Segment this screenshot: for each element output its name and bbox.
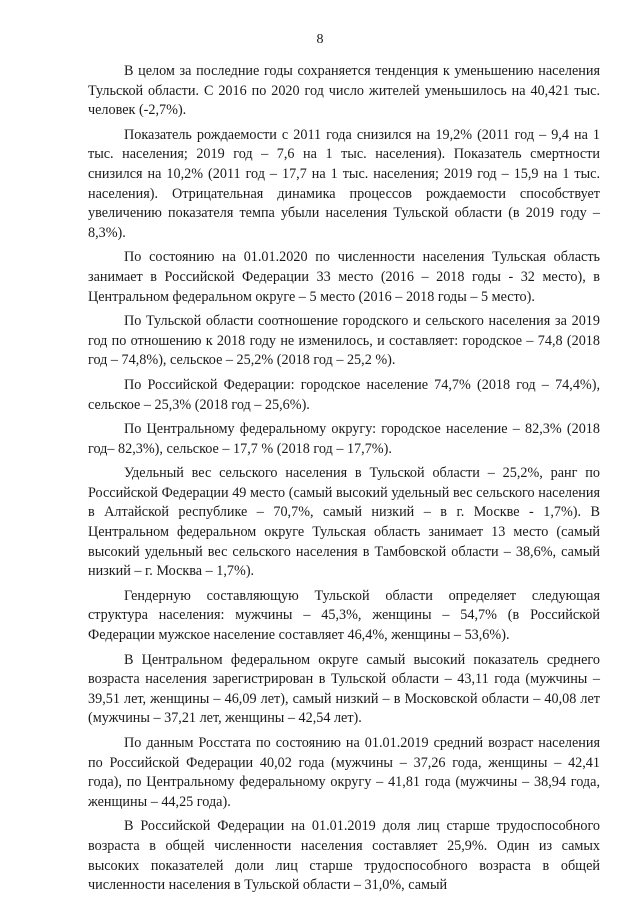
paragraph-rural-share: Удельный вес сельского населения в Тульской области – 25,2%, ранг по Российской Федерации 49 место (самый высокий удельный вес сельского населения в Алтайской республике – 70,7%, самый низкий – в г. Москве - 1,7%). В Центральном федеральном округе Тульская область занимает 13 место (самый высокий удельный вес сельского населения в Тамбовской области – 38,6%, самый низкий – г. Москва – 1,7%). xyxy=(88,465,600,580)
paragraph-population-trend: В целом за последние годы сохраняется тенденция к уменьшению населения Тульской области. С 2016 по 2020 год число жителей уменьшилось на 40,421 тыс. человек (-2,7%). xyxy=(88,63,600,119)
paragraph-birth-death-rate: Показатель рождаемости с 2011 года снизился на 19,2% (2011 год – 9,4 на 1 тыс. населения; 2019 год – 7,6 на 1 тыс. населения). Показатель смертности снизился на 10,2% (2011 год – 17,7 на 1 тыс. населения; 2019 год – 15,9 на 1 тыс. населения). Отрицательная динамика процессов рождаемости способствует увеличению показателя темпа убыли населения Тульской области (в 2019 году – 8,3%). xyxy=(88,126,600,241)
paragraph-urban-rural-region: По Тульской области соотношение городского и сельского населения за 2019 год по отношению к 2018 году не изменилось, и составляет: городское – 74,8 (2018 год – 74,8%), сельское – 25,2% (2018 год – 25,2 %). xyxy=(88,313,600,369)
paragraph-population-rank: По состоянию на 01.01.2020 по численности населения Тульская область занимает в Российской Федерации 33 место (2016 – 2018 годы - 32 место), в Центральном федеральном округе – 5 место (2016 – 2018 годы – 5 место). xyxy=(88,249,600,305)
paragraph-urban-rural-russia: По Российской Федерации: городское население 74,7% (2018 год – 74,4%), сельское – 25,3% (2018 год – 25,6%). xyxy=(88,376,600,413)
paragraph-average-age-central: В Центральном федеральном округе самый высокий показатель среднего возраста населения зарегистрирован в Тульской области – 43,11 года (мужчины – 39,51 лет, женщины – 46,09 лет), самый низкий – в Московской области – 40,08 лет (мужчины – 37,21 лет, женщины – 42,54 лет). xyxy=(88,651,600,727)
page-number: 8 xyxy=(316,32,324,47)
paragraph-average-age-russia: По данным Росстата по состоянию на 01.01.2019 средний возраст населения по Российской Федерации 40,02 года (мужчины – 37,26 года, женщины – 42,41 года), по Центральному федеральному округу – 41,81 года (мужчины – 38,94 года, женщины – 44,25 года). xyxy=(88,735,600,810)
document-body xyxy=(88,62,600,901)
paragraph-gender-structure: Гендерную составляющую Тульской области определяет следующая структура населения: мужчины – 45,3%, женщины – 54,7% (в Российской Федерации мужское население составляет 46,4%, женщины – 53,6%). xyxy=(88,587,600,644)
paragraph-elderly-share: В Российской Федерации на 01.01.2019 доля лиц старше трудоспособного возраста в общей численности населения составляет 25,9%. Один из самых высоких показателей доли лиц старше трудоспособного возраста в общей численности населения в Тульской области – 31,0%, самый xyxy=(88,818,600,894)
paragraph-urban-rural-central: По Центральному федеральному округу: городское население – 82,3% (2018 год– 82,3%), сельское – 17,7 % (2018 год – 17,7%). xyxy=(88,421,600,457)
